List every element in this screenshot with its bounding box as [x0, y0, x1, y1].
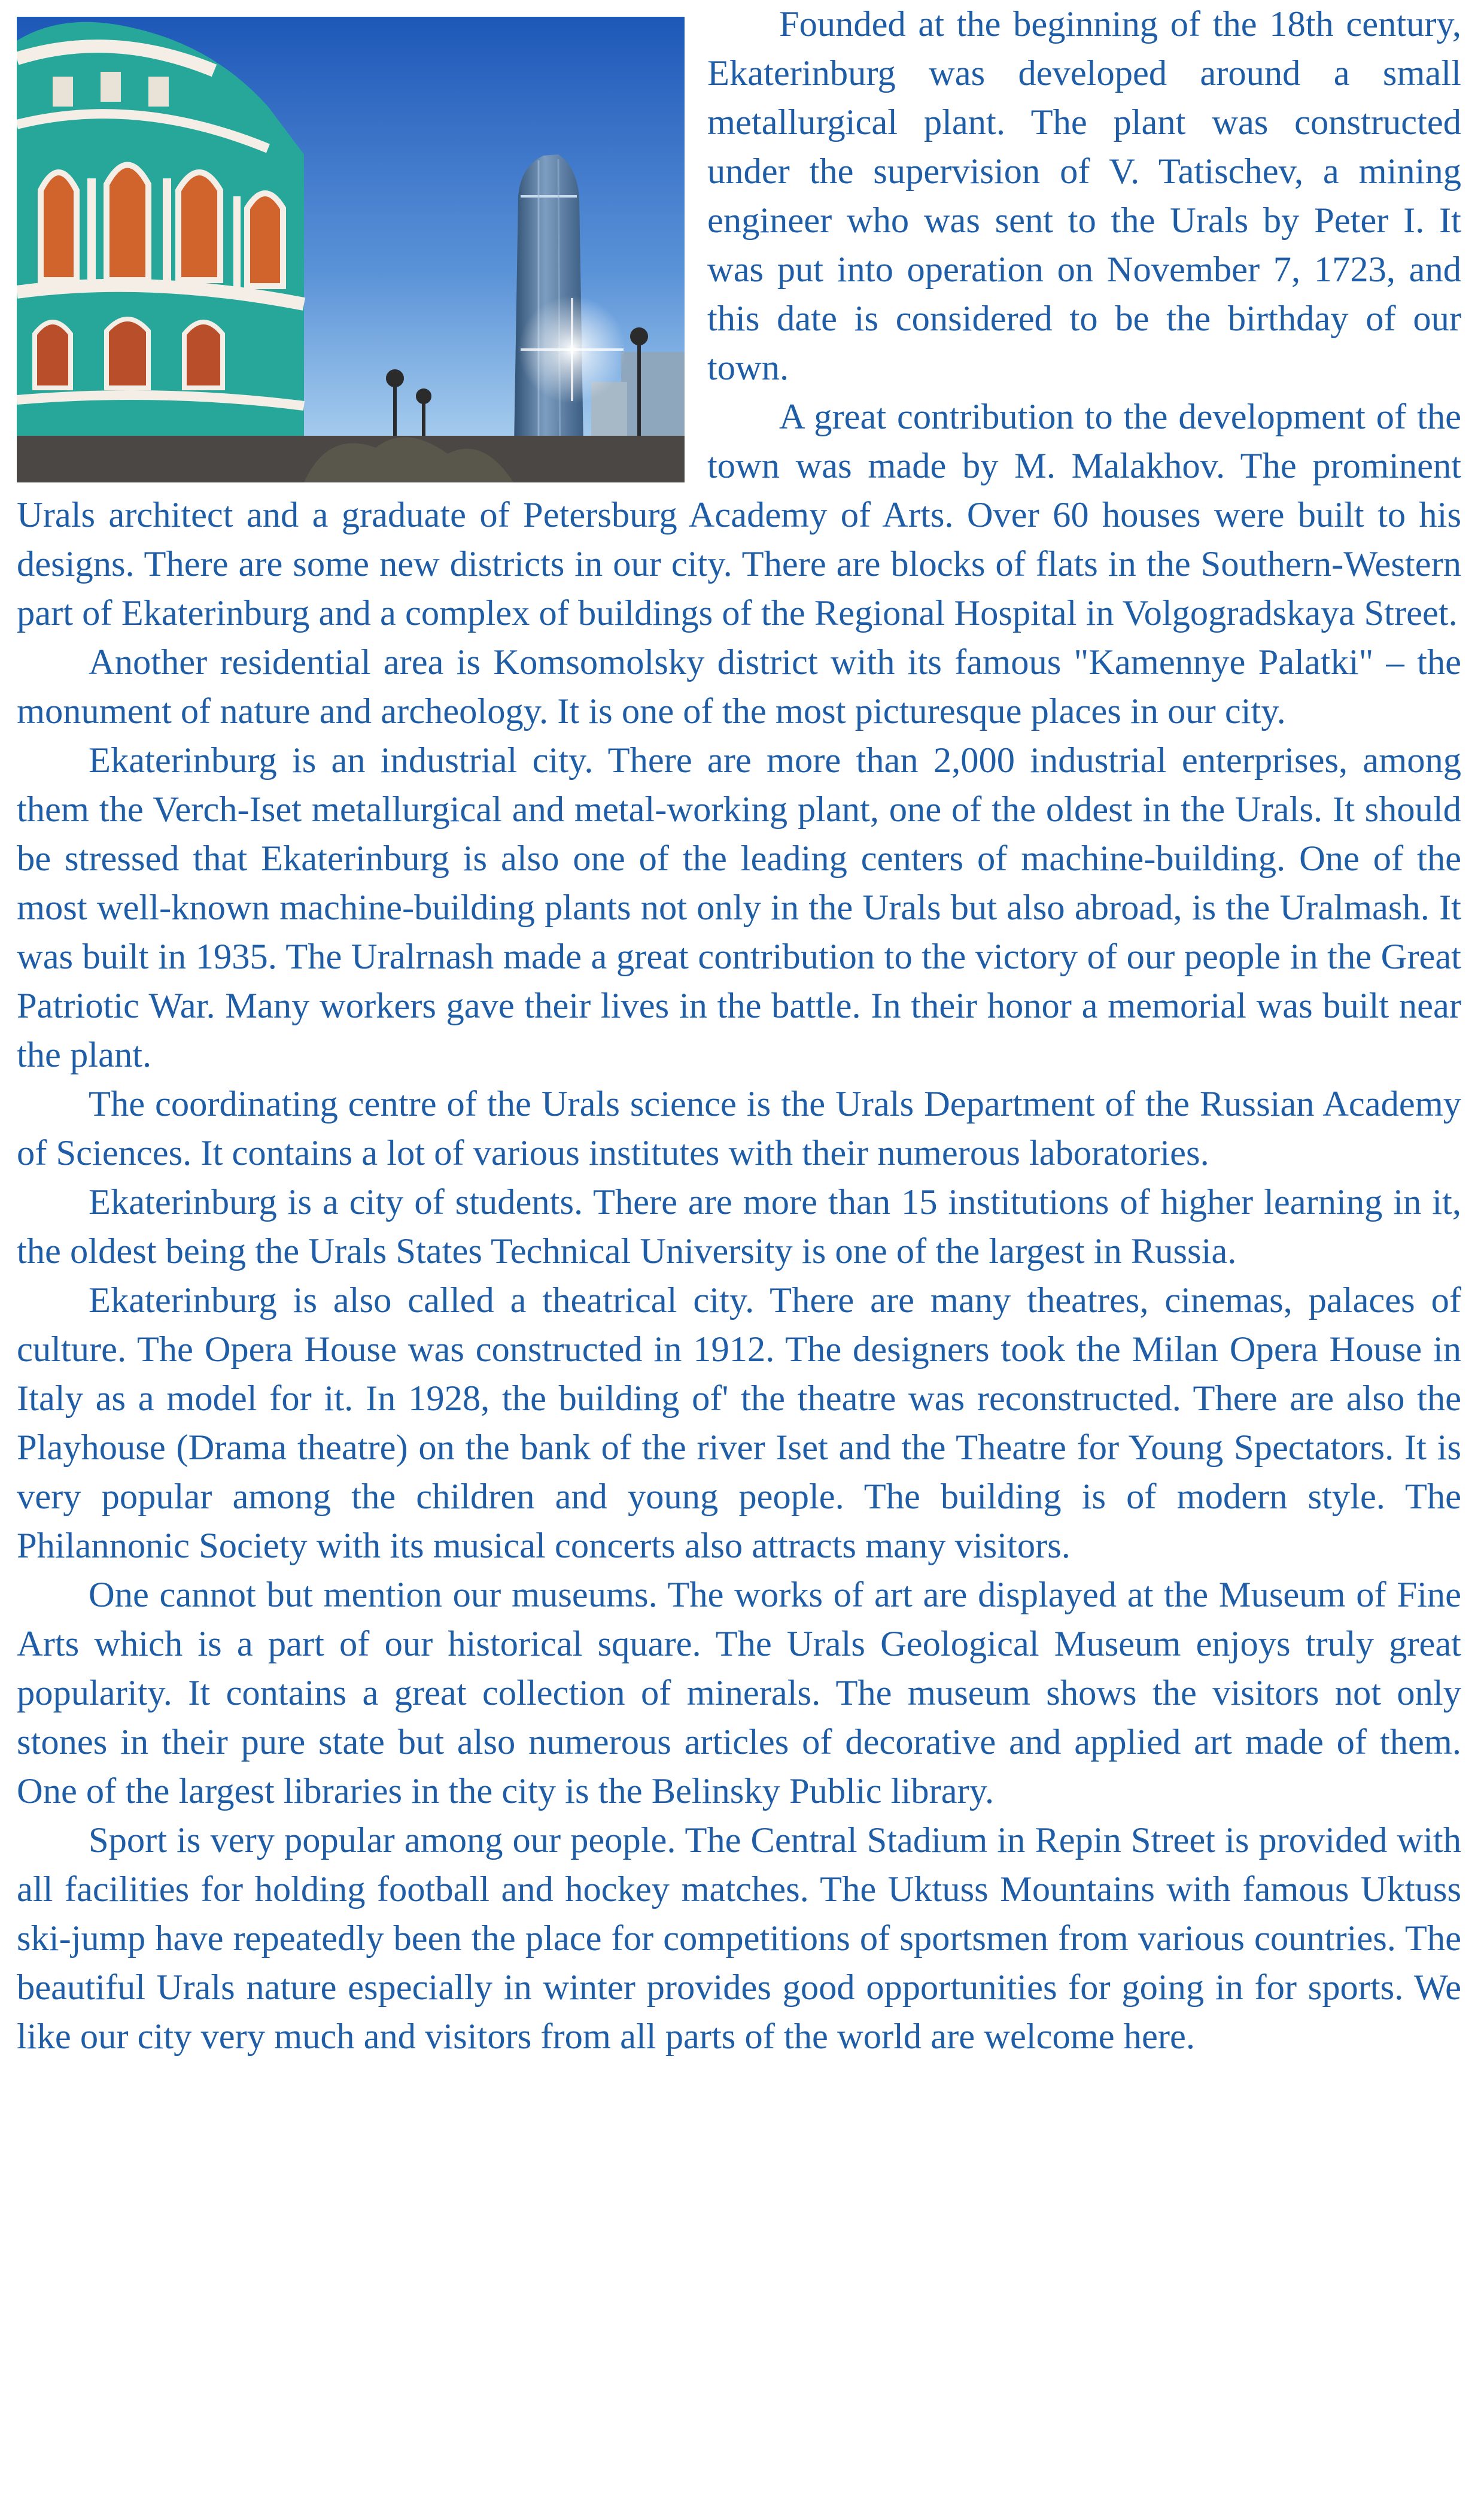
- paragraph-museums: One cannot but mention our museums. The works of art are displayed at the Museum of Fine Arts which is a part of our historical square. The Urals Geological Museum enjoys truly great popularity. It contains a great collection of minerals. The museum shows the visitors not only stones in their pure state but also numerous articles of decorative and applied art made of them. One of the largest libraries in the city is the Belinsky Public library.: [17, 1575, 1461, 1811]
- paragraph-science: The coordinating centre of the Urals science is the Urals Department of the Russian Academy of Sciences. It contains a lot of various institutes with their numerous laboratories.: [17, 1084, 1461, 1173]
- ekaterinburg-city-photo: [17, 17, 685, 482]
- paragraph-malakhov: A great contribution to the development of the town was made by M. Malakhov. The prominent Urals architect and a graduate of Petersburg Academy of Arts. Over 60 houses were built to his designs. There are some new districts in our city. There are blocks of flats in the Southern-Western part of Ekaterinburg and a complex of buildings of the Regional Hospital in Volgogradskaya Street.: [17, 397, 1461, 633]
- paragraph-students: Ekaterinburg is a city of students. There are more than 15 institutions of higher learning in it, the oldest being the Urals States Technical University is one of the largest in Russia.: [17, 1182, 1461, 1271]
- paragraph-founding: Founded at the beginning of the 18th century, Ekaterinburg was developed around a small metallurgical plant. The plant was constructed under the supervision of V. Tatischev, a mining engineer who was sent to the Urals by Peter I. It was put into operation on November 7, 1723, and this date is considered to be the birthday of our town.: [707, 4, 1461, 388]
- document-body: [17, 0, 1461, 2061]
- paragraph-theatres: Ekaterinburg is also called a theatrical city. There are many theatres, cinemas, palaces of culture. The Opera House was constructed in 1912. The designers took the Milan Opera House in Italy as a model for it. In 1928, the building of' the theatre was reconstructed. There are also the Playhouse (Drama theatre) on the bank of the river Iset and the Theatre for Young Spectators. It is very popular among the children and young people. The building is of modern style. The Philannonic Society with its musical concerts also attracts many visitors.: [17, 1280, 1461, 1566]
- city-photo-illustration: [17, 17, 685, 482]
- paragraph-industry: Ekaterinburg is an industrial city. There are more than 2,000 industrial enterprises, among them the Verch-Iset metallurgical and metal-working plant, one of the oldest in the Urals. It should be stressed that Ekaterinburg is also one of the leading centers of machine-building. One of the most well-known machine-building plants not only in the Urals but also abroad, is the Uralmash. It was built in 1935. The Uralrnash made a great contribution to the victory of our people in the Great Patriotic War. Many workers gave their lives in the battle. In their honor a memorial was built near the plant.: [17, 740, 1461, 1075]
- paragraph-sport: Sport is very popular among our people. The Central Stadium in Repin Street is provided with all facilities for holding football and hockey matches. The Uktuss Mountains with famous Uktuss ski-jump have repeatedly been the place for competitions of sportsmen from various countries. The beautiful Urals nature especially in winter provides good opportunities for going in for sports. We like our city very much and visitors from all parts of the world are welcome here.: [17, 1820, 1461, 2057]
- paragraph-komsomolsky: Another residential area is Komsomolsky district with its famous "Kamennye Palatki" – the monument of nature and archeology. It is one of the most picturesque places in our city.: [17, 642, 1461, 731]
